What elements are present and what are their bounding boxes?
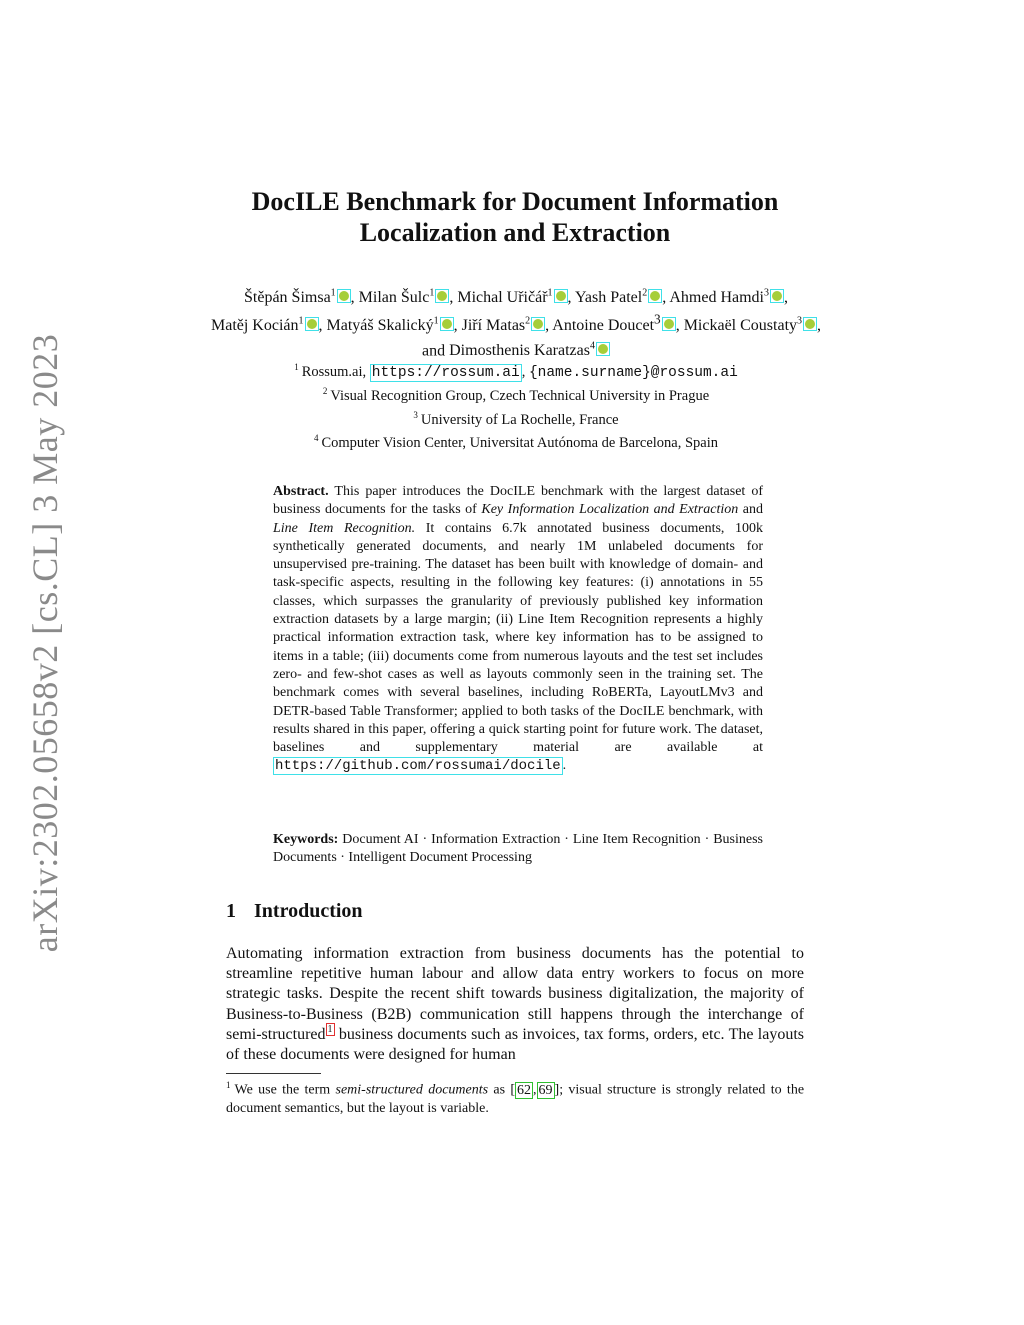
arxiv-side-stamp bbox=[15, 333, 75, 952]
section-title: Introduction bbox=[254, 900, 363, 922]
author-affiliation-mark: 1 bbox=[429, 288, 435, 299]
footnote-number: 1 bbox=[226, 1080, 231, 1090]
footnote-reference[interactable]: 1 bbox=[327, 1024, 333, 1036]
author-name: Dimosthenis Karatzas bbox=[449, 341, 590, 359]
orcid-icon[interactable] bbox=[531, 317, 545, 331]
author-name: Ahmed Hamdi bbox=[669, 289, 764, 307]
author-entry: Ahmed Hamdi$^3$ , bbox=[669, 288, 788, 307]
task-name-lir: Line Item Recognition. bbox=[273, 520, 416, 536]
keywords-text: Document AI · Information Extraction · Line Item Recognition · Business Documents · Intelligent Document Processing bbox=[273, 832, 763, 866]
author-entry: Matěj Kocián$^1$ , bbox=[210, 315, 323, 334]
orcid-icon[interactable] bbox=[596, 342, 610, 356]
author-entry: Jiří Matas$^2$ , bbox=[461, 315, 550, 334]
section-number: 1 bbox=[226, 900, 236, 922]
affiliation-name: Rossum.ai, bbox=[301, 363, 367, 380]
affiliation-name: Computer Vision Center, Universitat Autónoma de Barcelona, Spain bbox=[321, 434, 719, 451]
footnote-text: , bbox=[533, 1082, 537, 1098]
author-name: Matyáš Skalický bbox=[326, 316, 434, 334]
affiliation-name: University of La Rochelle, France bbox=[420, 411, 619, 428]
author-affiliation-mark: 3 bbox=[797, 315, 803, 327]
author-name: Yash Patel bbox=[574, 289, 643, 307]
citation-link[interactable]: 69 bbox=[538, 1082, 553, 1098]
paper-title: DocILE Benchmark for Document Information Localization and Extraction bbox=[251, 187, 779, 247]
orcid-icon[interactable] bbox=[435, 289, 449, 303]
affiliation-list bbox=[200, 358, 832, 452]
author-list bbox=[210, 283, 822, 361]
author-name: Milan Šulc bbox=[358, 289, 430, 307]
author-name: Mickaël Coustaty bbox=[683, 316, 798, 334]
author-entry: Mickaël Coustaty$^3$ , bbox=[683, 315, 822, 334]
author-name: Michal Uřičář bbox=[457, 289, 548, 307]
author-affiliation-mark: 1 bbox=[433, 315, 439, 327]
affiliation-3 bbox=[200, 406, 832, 429]
orcid-icon[interactable] bbox=[440, 317, 454, 331]
paragraph-text: Automating information extraction from business documents has the potential to streamline repetitive human labour and allow data entry workers to focus on more strategic tasks. Despite the recent shift towards business digitalization, the majority of Business-to-Business (B2B) communication still happens through the interchange of semi-structured bbox=[226, 945, 804, 1043]
footnote-text: ]; visual structure is strongly related to the document semantics, but the layout is variable. bbox=[226, 1082, 805, 1117]
affiliation-4 bbox=[200, 429, 832, 452]
footnote-divider bbox=[226, 1073, 321, 1074]
orcid-icon[interactable] bbox=[803, 317, 817, 331]
author-affiliation-mark: 2 bbox=[642, 288, 648, 299]
author-affiliation-mark: 1 bbox=[547, 288, 553, 299]
orcid-icon[interactable] bbox=[648, 289, 662, 303]
author-entry: Milan Šulc$^1$ , bbox=[358, 288, 454, 307]
email-pattern: {name.surname}@rossum.ai bbox=[528, 364, 738, 381]
author-entry: Michal Uřičář$^1$ , bbox=[457, 288, 572, 307]
author-conjunction: and bbox=[422, 341, 446, 359]
keywords-label: Keywords: bbox=[273, 832, 339, 847]
affiliation-number: 4 bbox=[313, 432, 319, 443]
section-paragraph bbox=[226, 944, 804, 1065]
keywords bbox=[273, 831, 763, 868]
citation-link[interactable]: 62 bbox=[517, 1082, 532, 1098]
author-name: Antoine Doucet bbox=[552, 316, 655, 334]
affiliation-1: $^1$ Rossum.ai, https://rossum.ai , {name.surname}@rossum.ai bbox=[294, 362, 738, 381]
orcid-icon[interactable] bbox=[554, 289, 568, 303]
author-affiliation-mark: 1 bbox=[330, 288, 336, 299]
affiliation-number: 1 bbox=[294, 362, 299, 372]
author-entry: Yash Patel$^2$ , bbox=[574, 288, 667, 307]
affiliation-name: Visual Recognition Group, Czech Technical University in Prague bbox=[330, 388, 710, 405]
author-affiliation-mark: 3 bbox=[654, 311, 661, 327]
arxiv-identifier[interactable]: arXiv:2302.05658v2 [cs.CL] 3 May 2023 bbox=[25, 333, 65, 952]
abstract bbox=[273, 483, 763, 776]
affiliation-number: 2 bbox=[322, 386, 328, 397]
abstract-text: This paper introduces the DocILE benchmark with the largest dataset of business documents for the tasks of bbox=[273, 484, 763, 518]
orcid-icon[interactable] bbox=[305, 317, 319, 331]
abstract-text: It contains 6.7k annotated business documents, 100k synthetically generated documents, and nearly 1M unlabeled documents for unsupervised pre-training. The dataset has been built with knowledge of domain- and task-specific aspects, resulting in the following key features: (i) annotations in 55 classes, which surpasses the granularity of previously published key information extraction datasets by a large margin; (ii) Line Item Recognition represents a highly practical information extraction task, where key information has to be assigned to items in a table; (iii) documents come from numerous layouts and the test set includes zero- and few-shot cases as well as layouts commonly seen in the training set. The benchmark comes with several baselines, including RoBERTa, LayoutLMv3 and DETR-based Table Transformer; applied to both tasks of the DocILE benchmark, with results shared in this paper, offering a quick starting point for future work. The dataset, baselines and supplementary material are available at bbox=[273, 520, 763, 756]
author-entry: Matyáš Skalický$^1$ , bbox=[326, 315, 458, 334]
task-name-kile: Key Information Localization and Extraction bbox=[481, 502, 739, 518]
author-name: Jiří Matas bbox=[461, 316, 526, 334]
paragraph-text: business documents such as invoices, tax forms, orders, etc. The layouts of these documents were designed for human bbox=[226, 1025, 805, 1064]
orcid-icon[interactable] bbox=[662, 317, 676, 331]
author-affiliation-mark: 1 bbox=[298, 315, 304, 327]
abstract-label: Abstract. bbox=[273, 484, 329, 499]
footnote-term: semi-structured documents bbox=[335, 1082, 489, 1098]
abstract-text: . bbox=[562, 758, 567, 774]
rossum-url-link[interactable]: https://rossum.ai bbox=[371, 364, 520, 381]
author-name: Matěj Kocián bbox=[210, 316, 299, 334]
footnote-text: We use the term bbox=[234, 1082, 331, 1098]
author-affiliation-mark: 2 bbox=[525, 315, 531, 327]
orcid-icon[interactable] bbox=[337, 289, 351, 303]
author-name: Štěpán Šimsa bbox=[244, 289, 331, 307]
author-entry bbox=[449, 342, 610, 359]
footnote-text: as [ bbox=[493, 1082, 516, 1098]
section-heading bbox=[226, 900, 363, 923]
author-entry: Antoine Doucet$^3$ , bbox=[552, 311, 680, 334]
author-entry: Štěpán Šimsa$^1$ , bbox=[244, 288, 355, 307]
orcid-icon[interactable] bbox=[770, 289, 784, 303]
affiliation-number: 3 bbox=[413, 409, 418, 420]
author-affiliation-mark: 4 bbox=[589, 340, 595, 352]
abstract-text: and bbox=[742, 502, 763, 518]
author-affiliation-mark: 3 bbox=[764, 288, 769, 299]
footnote bbox=[226, 1076, 804, 1119]
github-url-link[interactable]: https://github.com/rossumai/docile bbox=[275, 758, 561, 775]
affiliation-2 bbox=[200, 382, 832, 405]
